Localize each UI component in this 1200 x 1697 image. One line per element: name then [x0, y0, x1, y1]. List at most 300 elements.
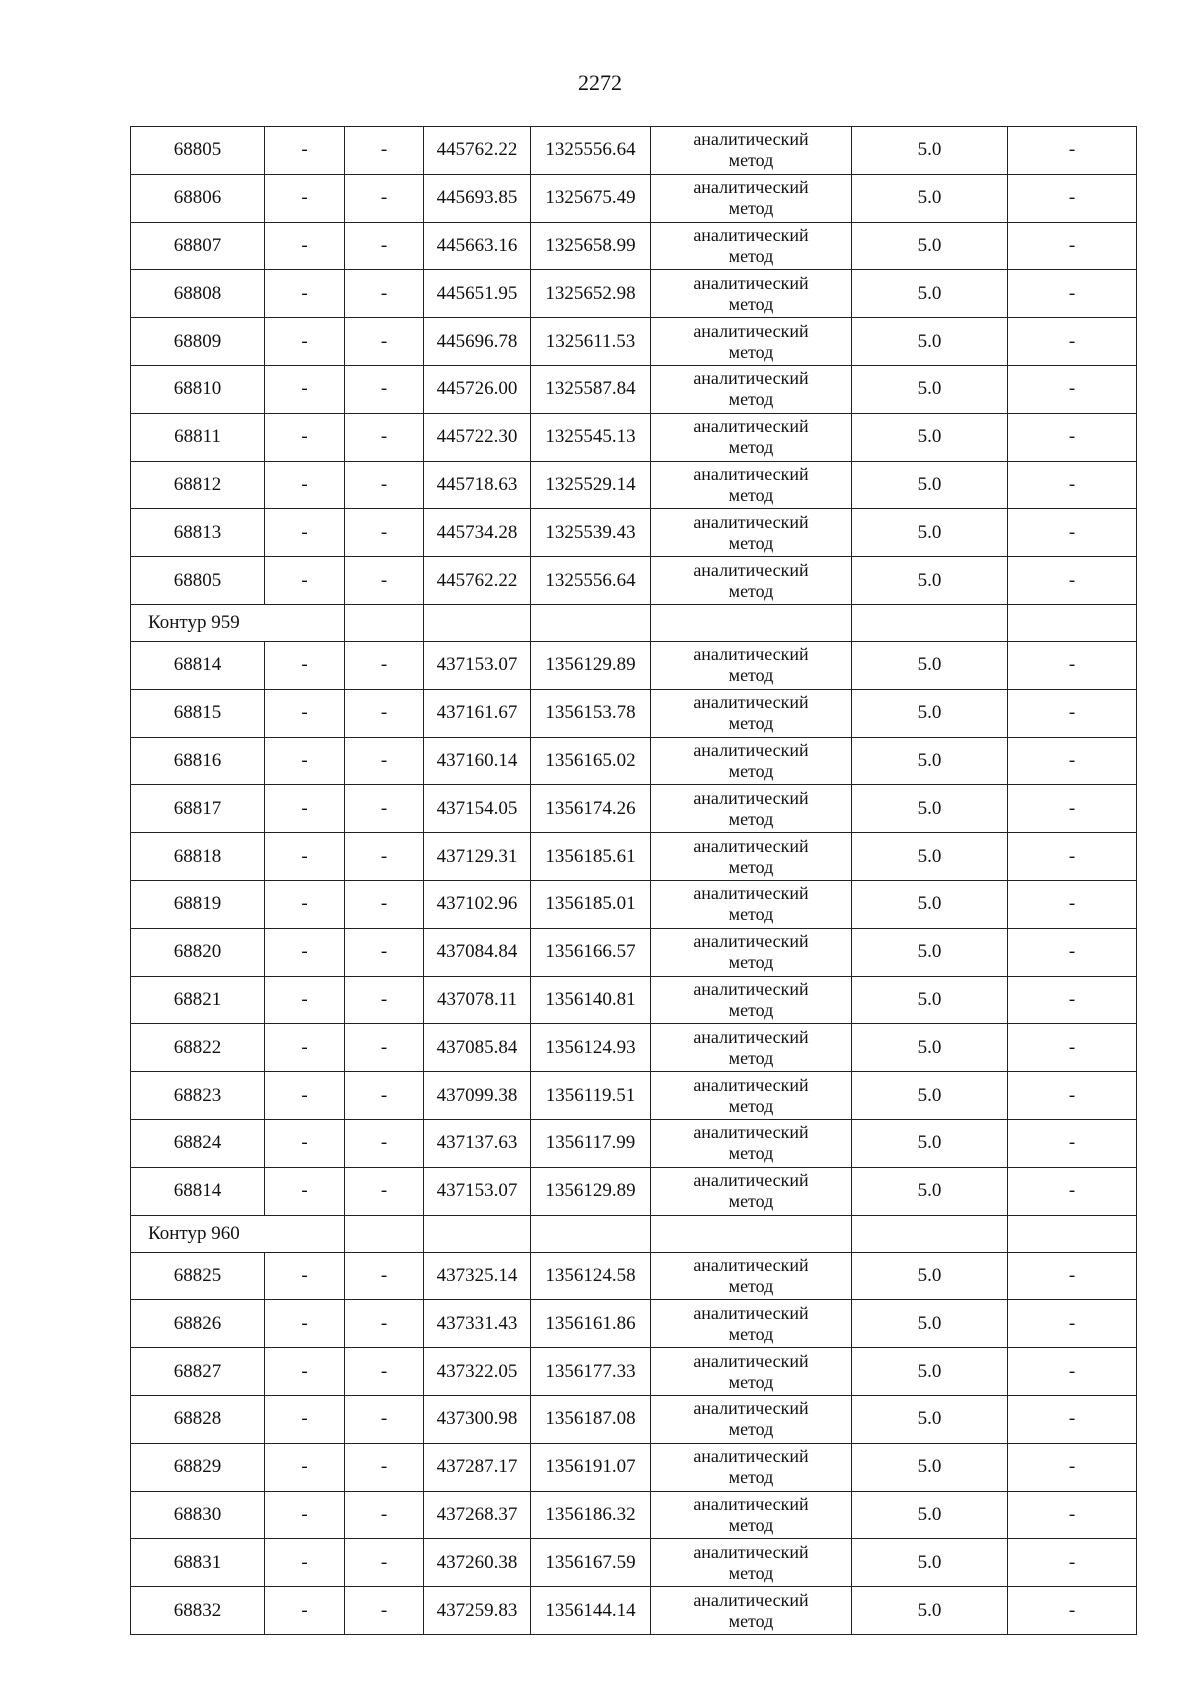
method-cell	[651, 833, 852, 881]
accuracy-cell: 5.0	[852, 1252, 1008, 1300]
method-cell	[651, 365, 852, 413]
y-coordinate-cell: 1325529.14	[531, 461, 651, 509]
empty-cell	[651, 604, 852, 641]
x-coordinate-cell: 437259.83	[424, 1587, 531, 1635]
dash-cell: -	[345, 785, 424, 833]
point-number-cell: 68817	[131, 785, 265, 833]
accuracy-cell: 5.0	[852, 509, 1008, 557]
dash-cell: -	[265, 689, 345, 737]
point-number-cell: 68807	[131, 222, 265, 270]
y-coordinate-cell: 1356167.59	[531, 1539, 651, 1587]
empty-cell	[852, 604, 1008, 641]
dash-cell: -	[265, 833, 345, 881]
coordinates-table	[130, 126, 1137, 1635]
dash-cell: -	[265, 1119, 345, 1167]
accuracy-cell: 5.0	[852, 833, 1008, 881]
point-number-cell: 68815	[131, 689, 265, 737]
method-line-1: аналитический	[693, 692, 809, 713]
y-coordinate-cell: 1325658.99	[531, 222, 651, 270]
method-line-2: метод	[728, 1371, 774, 1392]
method-line-1: аналитический	[693, 1074, 809, 1095]
dash-cell: -	[265, 1443, 345, 1491]
method-line-2: метод	[728, 1610, 774, 1631]
dash-cell: -	[265, 1252, 345, 1300]
accuracy-cell: 5.0	[852, 1072, 1008, 1120]
table-row	[131, 1072, 1137, 1120]
dash-cell: -	[1008, 1348, 1137, 1396]
dash-cell: -	[1008, 737, 1137, 785]
table-row	[131, 174, 1137, 222]
point-number-cell: 68805	[131, 127, 265, 175]
dash-cell: -	[1008, 318, 1137, 366]
empty-cell	[852, 1215, 1008, 1252]
y-coordinate-cell: 1356186.32	[531, 1491, 651, 1539]
y-coordinate-cell: 1356191.07	[531, 1443, 651, 1491]
dash-cell: -	[1008, 689, 1137, 737]
accuracy-cell: 5.0	[852, 270, 1008, 318]
dash-cell: -	[345, 1252, 424, 1300]
dash-cell: -	[345, 318, 424, 366]
point-number-cell: 68809	[131, 318, 265, 366]
dash-cell: -	[1008, 509, 1137, 557]
accuracy-cell: 5.0	[852, 413, 1008, 461]
dash-cell: -	[1008, 928, 1137, 976]
method-cell	[651, 1167, 852, 1215]
table-row	[131, 976, 1137, 1024]
dash-cell: -	[1008, 1300, 1137, 1348]
method-cell	[651, 641, 852, 689]
method-cell	[651, 1024, 852, 1072]
dash-cell: -	[265, 318, 345, 366]
table-row	[131, 833, 1137, 881]
method-line-1: аналитический	[693, 511, 809, 532]
point-number-cell: 68832	[131, 1587, 265, 1635]
accuracy-cell: 5.0	[852, 928, 1008, 976]
table-row	[131, 928, 1137, 976]
x-coordinate-cell: 437325.14	[424, 1252, 531, 1300]
y-coordinate-cell: 1325652.98	[531, 270, 651, 318]
x-coordinate-cell: 445734.28	[424, 509, 531, 557]
dash-cell: -	[265, 557, 345, 605]
x-coordinate-cell: 445651.95	[424, 270, 531, 318]
method-line-2: метод	[728, 532, 774, 553]
accuracy-cell: 5.0	[852, 1300, 1008, 1348]
table-row	[131, 880, 1137, 928]
method-line-1: аналитический	[693, 787, 809, 808]
y-coordinate-cell: 1325556.64	[531, 557, 651, 605]
table-row	[131, 1491, 1137, 1539]
x-coordinate-cell: 445696.78	[424, 318, 531, 366]
point-number-cell: 68830	[131, 1491, 265, 1539]
y-coordinate-cell: 1356129.89	[531, 641, 651, 689]
table-row	[131, 1587, 1137, 1635]
dash-cell: -	[265, 1167, 345, 1215]
dash-cell: -	[345, 1587, 424, 1635]
x-coordinate-cell: 437084.84	[424, 928, 531, 976]
method-line-2: метод	[728, 1467, 774, 1488]
y-coordinate-cell: 1356140.81	[531, 976, 651, 1024]
empty-cell	[1008, 604, 1137, 641]
dash-cell: -	[345, 1348, 424, 1396]
method-cell	[651, 1539, 852, 1587]
point-number-cell: 68811	[131, 413, 265, 461]
dash-cell: -	[345, 1119, 424, 1167]
dash-cell: -	[265, 365, 345, 413]
method-line-2: метод	[728, 760, 774, 781]
dash-cell: -	[265, 1072, 345, 1120]
x-coordinate-cell: 437322.05	[424, 1348, 531, 1396]
method-cell	[651, 222, 852, 270]
method-cell	[651, 557, 852, 605]
x-coordinate-cell: 437078.11	[424, 976, 531, 1024]
method-line-2: метод	[728, 856, 774, 877]
x-coordinate-cell: 445726.00	[424, 365, 531, 413]
dash-cell: -	[1008, 557, 1137, 605]
dash-cell: -	[345, 928, 424, 976]
y-coordinate-cell: 1356185.01	[531, 880, 651, 928]
dash-cell: -	[1008, 222, 1137, 270]
point-number-cell: 68818	[131, 833, 265, 881]
point-number-cell: 68814	[131, 641, 265, 689]
y-coordinate-cell: 1356144.14	[531, 1587, 651, 1635]
accuracy-cell: 5.0	[852, 737, 1008, 785]
table-row	[131, 1167, 1137, 1215]
dash-cell: -	[1008, 1072, 1137, 1120]
dash-cell: -	[345, 270, 424, 318]
dash-cell: -	[345, 174, 424, 222]
method-line-2: метод	[728, 580, 774, 601]
dash-cell: -	[265, 174, 345, 222]
dash-cell: -	[345, 1539, 424, 1587]
dash-cell: -	[345, 1491, 424, 1539]
point-number-cell: 68820	[131, 928, 265, 976]
dash-cell: -	[345, 509, 424, 557]
dash-cell: -	[345, 833, 424, 881]
dash-cell: -	[1008, 1587, 1137, 1635]
dash-cell: -	[345, 880, 424, 928]
empty-cell	[424, 604, 531, 641]
empty-cell	[531, 604, 651, 641]
point-number-cell: 68829	[131, 1443, 265, 1491]
method-line-2: метод	[728, 1419, 774, 1440]
x-coordinate-cell: 437161.67	[424, 689, 531, 737]
empty-cell	[1008, 1215, 1137, 1252]
dash-cell: -	[345, 1395, 424, 1443]
dash-cell: -	[345, 557, 424, 605]
method-cell	[651, 1395, 852, 1443]
method-line-2: метод	[728, 1323, 774, 1344]
method-cell	[651, 413, 852, 461]
method-line-1: аналитический	[693, 1302, 809, 1323]
dash-cell: -	[1008, 785, 1137, 833]
dash-cell: -	[1008, 1491, 1137, 1539]
point-number-cell: 68805	[131, 557, 265, 605]
accuracy-cell: 5.0	[852, 1167, 1008, 1215]
method-cell	[651, 976, 852, 1024]
method-cell	[651, 461, 852, 509]
dash-cell: -	[1008, 641, 1137, 689]
method-line-2: метод	[728, 198, 774, 219]
point-number-cell: 68823	[131, 1072, 265, 1120]
empty-cell	[345, 604, 424, 641]
table-row	[131, 1300, 1137, 1348]
method-line-1: аналитический	[693, 224, 809, 245]
contour-label: Контур 960	[131, 1215, 345, 1252]
y-coordinate-cell: 1356124.93	[531, 1024, 651, 1072]
accuracy-cell: 5.0	[852, 1539, 1008, 1587]
method-line-2: метод	[728, 904, 774, 925]
method-line-2: метод	[728, 665, 774, 686]
method-line-1: аналитический	[693, 1350, 809, 1371]
method-line-2: метод	[728, 1095, 774, 1116]
y-coordinate-cell: 1356185.61	[531, 833, 651, 881]
dash-cell: -	[265, 1587, 345, 1635]
accuracy-cell: 5.0	[852, 785, 1008, 833]
method-line-1: аналитический	[693, 177, 809, 198]
table-row	[131, 1395, 1137, 1443]
method-line-2: метод	[728, 1143, 774, 1164]
accuracy-cell: 5.0	[852, 557, 1008, 605]
point-number-cell: 68821	[131, 976, 265, 1024]
y-coordinate-cell: 1325545.13	[531, 413, 651, 461]
x-coordinate-cell: 445663.16	[424, 222, 531, 270]
method-cell	[651, 1252, 852, 1300]
dash-cell: -	[265, 928, 345, 976]
method-cell	[651, 509, 852, 557]
dash-cell: -	[265, 127, 345, 175]
table-row	[131, 557, 1137, 605]
method-line-1: аналитический	[693, 835, 809, 856]
dash-cell: -	[265, 785, 345, 833]
table-row	[131, 461, 1137, 509]
method-line-2: метод	[728, 1191, 774, 1212]
dash-cell: -	[1008, 365, 1137, 413]
y-coordinate-cell: 1325611.53	[531, 318, 651, 366]
x-coordinate-cell: 445762.22	[424, 127, 531, 175]
y-coordinate-cell: 1325675.49	[531, 174, 651, 222]
x-coordinate-cell: 437287.17	[424, 1443, 531, 1491]
method-line-2: метод	[728, 150, 774, 171]
x-coordinate-cell: 445718.63	[424, 461, 531, 509]
dash-cell: -	[265, 1348, 345, 1396]
y-coordinate-cell: 1325539.43	[531, 509, 651, 557]
empty-cell	[424, 1215, 531, 1252]
dash-cell: -	[1008, 976, 1137, 1024]
method-line-1: аналитический	[693, 272, 809, 293]
method-line-2: метод	[728, 1275, 774, 1296]
y-coordinate-cell: 1356124.58	[531, 1252, 651, 1300]
method-line-1: аналитический	[693, 320, 809, 341]
y-coordinate-cell: 1356166.57	[531, 928, 651, 976]
method-line-2: метод	[728, 1514, 774, 1535]
dash-cell: -	[265, 1024, 345, 1072]
table-body	[131, 127, 1137, 1635]
dash-cell: -	[1008, 413, 1137, 461]
table-row	[131, 318, 1137, 366]
y-coordinate-cell: 1325556.64	[531, 127, 651, 175]
method-cell	[651, 1587, 852, 1635]
method-cell	[651, 737, 852, 785]
method-line-2: метод	[728, 389, 774, 410]
table-row	[131, 127, 1137, 175]
point-number-cell: 68814	[131, 1167, 265, 1215]
empty-cell	[345, 1215, 424, 1252]
contour-header-row	[131, 1215, 1137, 1252]
point-number-cell: 68828	[131, 1395, 265, 1443]
accuracy-cell: 5.0	[852, 1587, 1008, 1635]
method-line-2: метод	[728, 713, 774, 734]
dash-cell: -	[1008, 1024, 1137, 1072]
empty-cell	[531, 1215, 651, 1252]
accuracy-cell: 5.0	[852, 174, 1008, 222]
accuracy-cell: 5.0	[852, 1348, 1008, 1396]
method-cell	[651, 1119, 852, 1167]
method-line-2: метод	[728, 341, 774, 362]
accuracy-cell: 5.0	[852, 1395, 1008, 1443]
dash-cell: -	[265, 1300, 345, 1348]
point-number-cell: 68810	[131, 365, 265, 413]
x-coordinate-cell: 445693.85	[424, 174, 531, 222]
dash-cell: -	[265, 737, 345, 785]
table-row	[131, 737, 1137, 785]
accuracy-cell: 5.0	[852, 976, 1008, 1024]
dash-cell: -	[265, 270, 345, 318]
dash-cell: -	[265, 461, 345, 509]
dash-cell: -	[1008, 1539, 1137, 1587]
accuracy-cell: 5.0	[852, 127, 1008, 175]
point-number-cell: 68827	[131, 1348, 265, 1396]
dash-cell: -	[345, 413, 424, 461]
point-number-cell: 68816	[131, 737, 265, 785]
dash-cell: -	[345, 1300, 424, 1348]
dash-cell: -	[265, 222, 345, 270]
x-coordinate-cell: 437137.63	[424, 1119, 531, 1167]
dash-cell: -	[265, 976, 345, 1024]
method-line-2: метод	[728, 808, 774, 829]
x-coordinate-cell: 437268.37	[424, 1491, 531, 1539]
y-coordinate-cell: 1356161.86	[531, 1300, 651, 1348]
method-line-2: метод	[728, 1562, 774, 1583]
method-line-1: аналитический	[693, 1122, 809, 1143]
table-row	[131, 365, 1137, 413]
method-line-1: аналитический	[693, 1170, 809, 1191]
method-cell	[651, 928, 852, 976]
dash-cell: -	[1008, 174, 1137, 222]
table-row	[131, 689, 1137, 737]
point-number-cell: 68819	[131, 880, 265, 928]
dash-cell: -	[345, 1072, 424, 1120]
accuracy-cell: 5.0	[852, 1119, 1008, 1167]
method-line-2: метод	[728, 952, 774, 973]
dash-cell: -	[345, 365, 424, 413]
dash-cell: -	[265, 641, 345, 689]
contour-header-row	[131, 604, 1137, 641]
point-number-cell: 68831	[131, 1539, 265, 1587]
method-cell	[651, 689, 852, 737]
table-row	[131, 1348, 1137, 1396]
method-cell	[651, 1491, 852, 1539]
point-number-cell: 68825	[131, 1252, 265, 1300]
point-number-cell: 68822	[131, 1024, 265, 1072]
x-coordinate-cell: 437260.38	[424, 1539, 531, 1587]
x-coordinate-cell: 437129.31	[424, 833, 531, 881]
method-line-2: метод	[728, 1047, 774, 1068]
method-cell	[651, 785, 852, 833]
method-cell	[651, 270, 852, 318]
y-coordinate-cell: 1356165.02	[531, 737, 651, 785]
dash-cell: -	[265, 1491, 345, 1539]
method-line-1: аналитический	[693, 931, 809, 952]
method-line-1: аналитический	[693, 1493, 809, 1514]
point-number-cell: 68806	[131, 174, 265, 222]
table-row	[131, 1119, 1137, 1167]
dash-cell: -	[345, 1024, 424, 1072]
method-line-1: аналитический	[693, 739, 809, 760]
table-row	[131, 1252, 1137, 1300]
dash-cell: -	[265, 1539, 345, 1587]
contour-label: Контур 959	[131, 604, 345, 641]
dash-cell: -	[265, 509, 345, 557]
table-row	[131, 222, 1137, 270]
method-line-1: аналитический	[693, 559, 809, 580]
method-cell	[651, 1072, 852, 1120]
dash-cell: -	[265, 880, 345, 928]
method-line-1: аналитический	[693, 1398, 809, 1419]
dash-cell: -	[345, 689, 424, 737]
accuracy-cell: 5.0	[852, 1024, 1008, 1072]
empty-cell	[651, 1215, 852, 1252]
dash-cell: -	[1008, 833, 1137, 881]
x-coordinate-cell: 437102.96	[424, 880, 531, 928]
method-line-1: аналитический	[693, 129, 809, 150]
page-number: 2272	[578, 70, 622, 95]
y-coordinate-cell: 1356153.78	[531, 689, 651, 737]
dash-cell: -	[345, 976, 424, 1024]
x-coordinate-cell: 437099.38	[424, 1072, 531, 1120]
dash-cell: -	[265, 413, 345, 461]
method-line-2: метод	[728, 437, 774, 458]
point-number-cell: 68808	[131, 270, 265, 318]
table-row	[131, 509, 1137, 557]
dash-cell: -	[1008, 1252, 1137, 1300]
table-row	[131, 641, 1137, 689]
method-line-1: аналитический	[693, 644, 809, 665]
method-line-2: метод	[728, 484, 774, 505]
y-coordinate-cell: 1356117.99	[531, 1119, 651, 1167]
method-cell	[651, 174, 852, 222]
y-coordinate-cell: 1356177.33	[531, 1348, 651, 1396]
method-line-1: аналитический	[693, 416, 809, 437]
method-cell	[651, 1348, 852, 1396]
x-coordinate-cell: 445762.22	[424, 557, 531, 605]
dash-cell: -	[265, 1395, 345, 1443]
method-line-1: аналитический	[693, 1589, 809, 1610]
method-cell	[651, 1443, 852, 1491]
method-line-1: аналитический	[693, 1254, 809, 1275]
table-row	[131, 413, 1137, 461]
x-coordinate-cell: 437300.98	[424, 1395, 531, 1443]
x-coordinate-cell: 437153.07	[424, 1167, 531, 1215]
x-coordinate-cell: 437153.07	[424, 641, 531, 689]
dash-cell: -	[1008, 127, 1137, 175]
point-number-cell: 68824	[131, 1119, 265, 1167]
table-row	[131, 270, 1137, 318]
accuracy-cell: 5.0	[852, 1491, 1008, 1539]
accuracy-cell: 5.0	[852, 1443, 1008, 1491]
method-line-2: метод	[728, 293, 774, 314]
table-row	[131, 1443, 1137, 1491]
point-number-cell: 68813	[131, 509, 265, 557]
